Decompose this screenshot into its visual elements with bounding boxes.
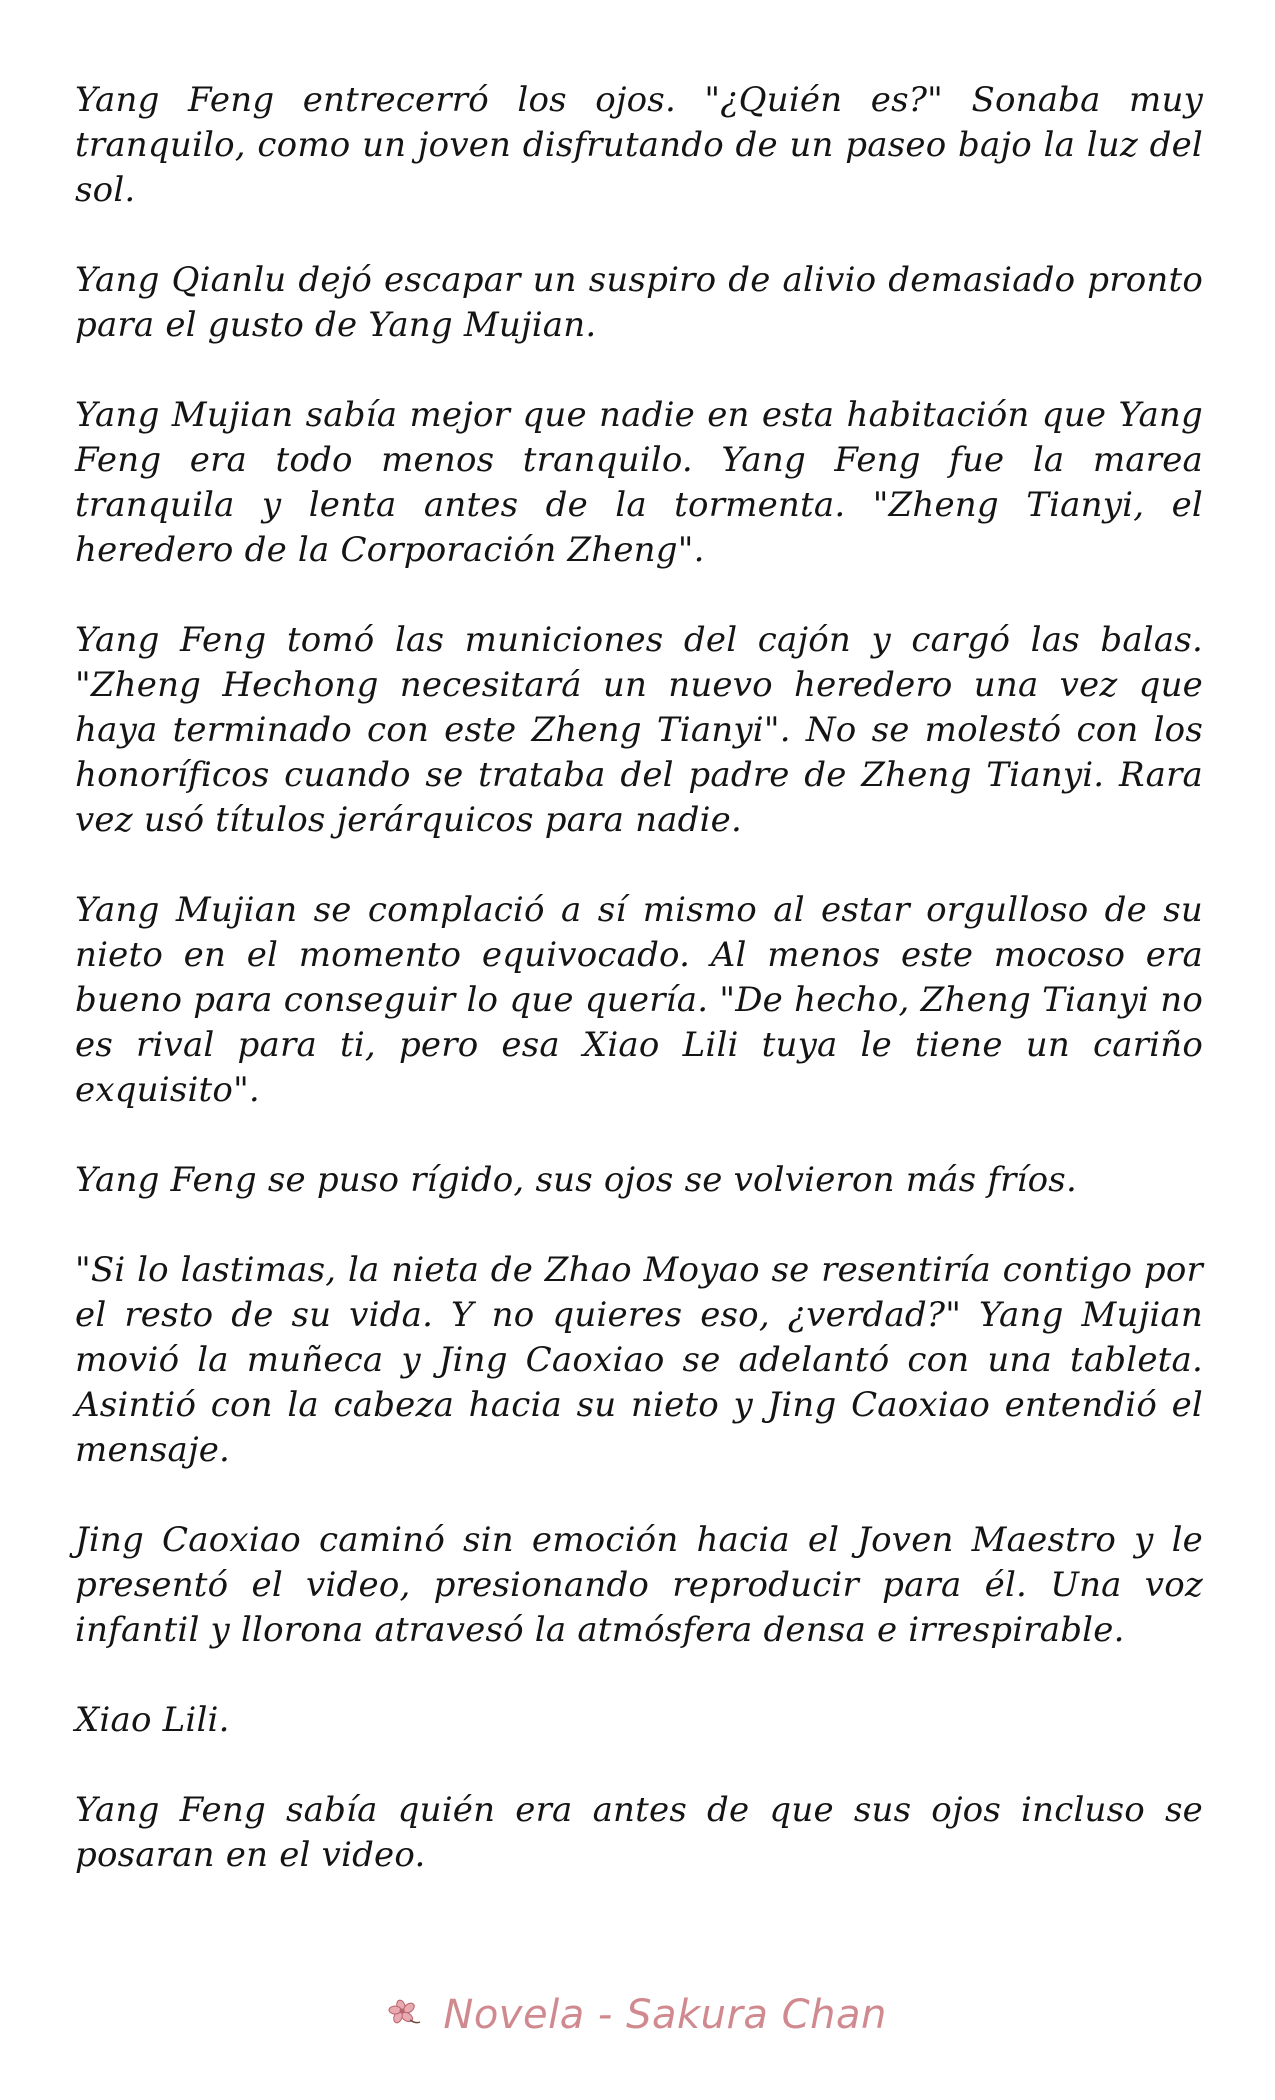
paragraph: Yang Feng se puso rígido, sus ojos se volvieron más fríos.	[75, 1160, 1077, 1200]
watermark-text: Novela - Sakura Chan	[443, 1992, 887, 2038]
document-body	[75, 78, 1203, 1923]
watermark	[0, 1990, 1275, 2038]
paragraph: Yang Feng sabía quién era antes de que sus ojos incluso se posaran en el video.	[75, 1790, 1203, 1875]
paragraph: Yang Feng entrecerró los ojos. "¿Quién es?" Sonaba muy tranquilo, como un joven disfrutando de un paseo bajo la luz del sol.	[75, 80, 1203, 210]
paragraph: Yang Mujian se complació a sí mismo al estar orgulloso de su nieto en el momento equivocado. Al menos este mocoso era bueno para conseguir lo que quería. "De hecho, Zheng Tianyi no es rival para ti, pero esa Xiao Lili tuya le tiene un cariño exquisito".	[75, 890, 1203, 1110]
sakura-flower-icon	[388, 1992, 422, 2038]
paragraph: "Si lo lastimas, la nieta de Zhao Moyao se resentiría contigo por el resto de su vida. Y no quieres eso, ¿verdad?" Yang Mujian movió la muñeca y Jing Caoxiao se adelantó con una tableta. Asintió con la cabeza hacia su nieto y Jing Caoxiao entendió el mensaje.	[75, 1250, 1203, 1470]
paragraph: Xiao Lili.	[75, 1700, 230, 1740]
paragraph: Yang Qianlu dejó escapar un suspiro de alivio demasiado pronto para el gusto de Yang Mujian.	[75, 260, 1203, 345]
paragraph: Yang Feng tomó las municiones del cajón y cargó las balas. "Zheng Hechong necesitará un nuevo heredero una vez que haya terminado con este Zheng Tianyi". No se molestó con los honoríficos cuando se trataba del padre de Zheng Tianyi. Rara vez usó títulos jerárquicos para nadie.	[75, 620, 1203, 840]
paragraph: Jing Caoxiao caminó sin emoción hacia el Joven Maestro y le presentó el video, presionando reproducir para él. Una voz infantil y llorona atravesó la atmósfera densa e irrespirable.	[75, 1520, 1203, 1650]
paragraph: Yang Mujian sabía mejor que nadie en esta habitación que Yang Feng era todo menos tranquilo. Yang Feng fue la marea tranquila y lenta antes de la tormenta. "Zheng Tianyi, el heredero de la Corporación Zheng".	[75, 395, 1203, 570]
